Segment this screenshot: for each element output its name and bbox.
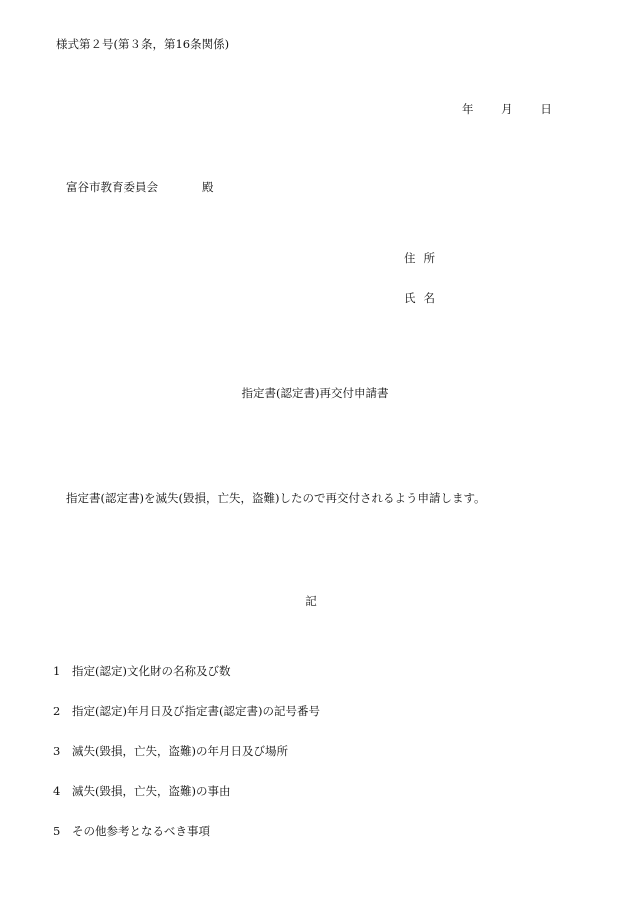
body-text: 指定書(認定書)を滅失(毀損，亡失，盗難)したので再交付されるよう申請します。 [66,491,486,505]
list-item [53,783,230,799]
document-title: 指定書(認定書)再交付申請書 [241,386,389,400]
form-number: 様式第２号(第３条，第16条関係) [56,37,230,51]
list-item [53,743,288,759]
item-number: 4 [53,784,61,798]
date-year-label: 年 [462,102,474,116]
date-line [462,101,552,117]
addressee-name: 富谷市教育委員会 [66,180,158,194]
item-text: 指定(認定)文化財の名称及び数 [72,664,231,678]
ki-heading: 記 [305,594,317,608]
date-day-label: 日 [540,102,552,116]
list-item [53,823,210,839]
item-text: 滅失(毀損，亡失，盗難)の年月日及び場所 [72,744,288,758]
item-text: 指定(認定)年月日及び指定書(認定書)の記号番号 [72,704,320,718]
date-month-label: 月 [501,102,513,116]
item-number: 1 [53,664,61,678]
item-text: 滅失(毀損，亡失，盗難)の事由 [72,784,231,798]
addressee [66,179,214,195]
item-number: 2 [53,704,61,718]
list-item [53,703,320,719]
item-number: 5 [53,824,61,838]
list-item [53,663,230,679]
name-label: 氏名 [404,291,443,305]
item-number: 3 [53,744,61,758]
item-text: その他参考となるべき事項 [72,824,210,838]
addressee-honorific: 殿 [202,180,214,194]
address-label: 住所 [404,251,443,265]
